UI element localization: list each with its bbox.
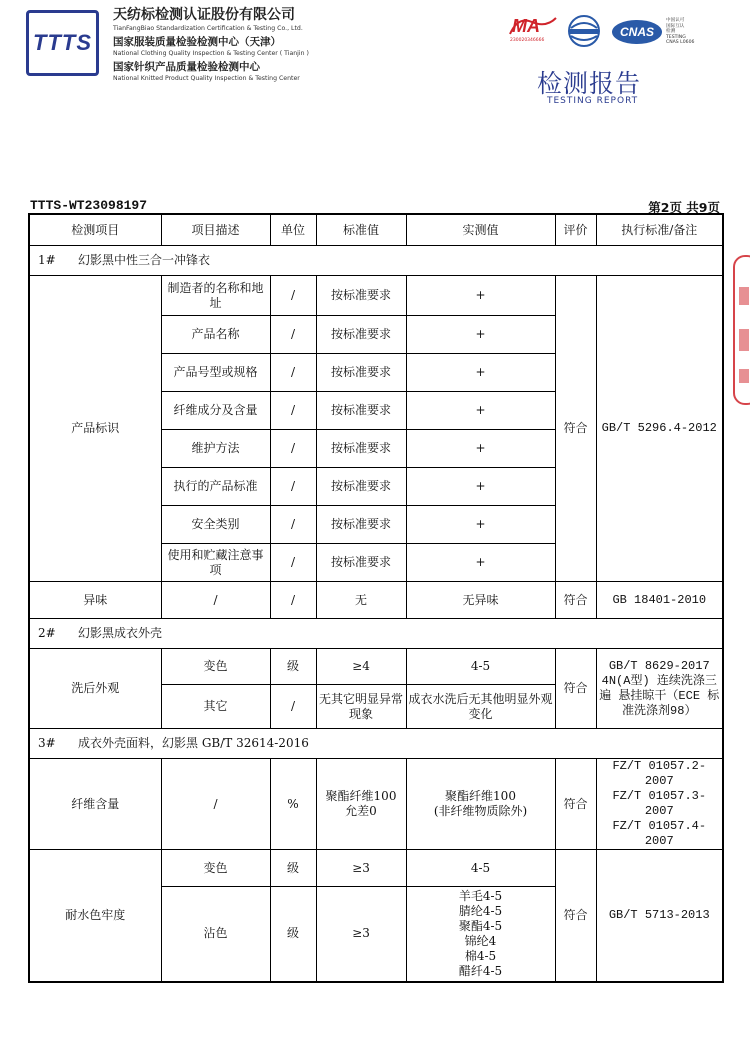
item-cell: 产品标识: [29, 276, 161, 582]
section-title: 幻影黑中性三合一冲锋衣: [78, 253, 211, 267]
value-cell: +: [406, 276, 555, 316]
std-cell: 按标准要求: [316, 354, 406, 392]
test-results-table: [28, 213, 724, 983]
value-cell: +: [406, 430, 555, 468]
value-cell: +: [406, 354, 555, 392]
report-number: TTTS-WT23098197: [30, 198, 148, 213]
unit-cell: /: [270, 276, 316, 316]
desc-cell: /: [161, 759, 270, 850]
desc-cell: 使用和贮藏注意事项: [161, 544, 270, 582]
col-header: 项目描述: [161, 214, 270, 246]
unit-cell: 级: [270, 649, 316, 685]
eval-cell: 符合: [555, 759, 596, 850]
table-row: [29, 850, 723, 887]
standard-cell: GB/T 8629-2017 4N(A型) 连续洗涤三遍 悬挂晾干（ECE 标准洗涤剂98）: [596, 649, 723, 729]
std-cell: 聚酯纤维100 允差0: [316, 759, 406, 850]
std-cell: 按标准要求: [316, 392, 406, 430]
eval-cell: 符合: [555, 850, 596, 982]
section-row: [29, 619, 723, 649]
report-title-cn: 检测报告: [537, 69, 642, 98]
unit-cell: /: [270, 506, 316, 544]
std-cell: 无: [316, 582, 406, 619]
value-cell: +: [406, 468, 555, 506]
table-row: [29, 649, 723, 685]
unit-cell: /: [270, 354, 316, 392]
std-cell: ≥3: [316, 850, 406, 887]
section-title: 幻影黑成衣外壳: [78, 626, 163, 640]
center1-cn: 国家服装质量检验检测中心（天津）: [113, 36, 281, 48]
standard-cell: GB 18401-2010: [596, 582, 723, 619]
standard-cell: GB/T 5713-2013: [596, 850, 723, 982]
eval-cell: 符合: [555, 649, 596, 729]
unit-cell: %: [270, 759, 316, 850]
value-cell: 4-5: [406, 649, 555, 685]
org-name-en: TianFangBiao Standardization Certification & Testing Co., Ltd.: [113, 25, 303, 32]
desc-cell: 制造者的名称和地址: [161, 276, 270, 316]
std-cell: 按标准要求: [316, 506, 406, 544]
unit-cell: /: [270, 544, 316, 582]
unit-cell: /: [270, 582, 316, 619]
std-cell: 按标准要求: [316, 544, 406, 582]
section-number: 2#: [38, 626, 56, 640]
unit-cell: /: [270, 685, 316, 729]
desc-cell: 维护方法: [161, 430, 270, 468]
value-cell: +: [406, 544, 555, 582]
unit-cell: 级: [270, 887, 316, 982]
center2-cn: 国家针织产品质量检验检测中心: [113, 61, 260, 73]
section-row: [29, 729, 723, 759]
desc-cell: 产品号型或规格: [161, 354, 270, 392]
value-cell: +: [406, 506, 555, 544]
desc-cell: 执行的产品标准: [161, 468, 270, 506]
value-cell: 聚酯纤维100 (非纤维物质除外): [406, 759, 555, 850]
desc-cell: 沾色: [161, 887, 270, 982]
col-header: 执行标准/备注: [596, 214, 723, 246]
center2-en: National Knitted Product Quality Inspection & Testing Center: [113, 75, 300, 82]
cnas-text: CNAS: [612, 20, 662, 44]
cnas-small-text: 中国认可 国际互认 检测 TESTING CNAS L0606: [666, 18, 695, 46]
value-cell: 4-5: [406, 850, 555, 887]
unit-cell: 级: [270, 850, 316, 887]
section-number: 1#: [38, 253, 56, 267]
standard-cell: FZ/T 01057.2-2007 FZ/T 01057.3-2007 FZ/T 01057.4-2007: [596, 759, 723, 850]
desc-cell: /: [161, 582, 270, 619]
std-cell: 按标准要求: [316, 430, 406, 468]
table-row: [29, 582, 723, 619]
table-header-row: [29, 214, 723, 246]
value-cell: 羊毛4-5 腈纶4-5 聚酯4-5 锦纶4 棉4-5 醋纤4-5: [406, 887, 555, 982]
std-cell: 按标准要求: [316, 468, 406, 506]
unit-cell: /: [270, 430, 316, 468]
desc-cell: 产品名称: [161, 316, 270, 354]
item-cell: 洗后外观: [29, 649, 161, 729]
table-row: [29, 759, 723, 850]
report-title-en: TESTING REPORT: [547, 96, 639, 106]
seal-stamp-icon: [733, 255, 750, 405]
desc-cell: 变色: [161, 850, 270, 887]
value-cell: +: [406, 316, 555, 354]
section-title: 成衣外壳面料，幻影黑 GB/T 32614-2016: [78, 736, 309, 750]
item-cell: 异味: [29, 582, 161, 619]
std-cell: ≥3: [316, 887, 406, 982]
cma-text: MA: [512, 16, 540, 36]
certification-marks: [508, 14, 723, 50]
value-cell: 成衣水洗后无其他明显外观变化: [406, 685, 555, 729]
page-indicator: 第2页 共9页: [648, 200, 720, 215]
desc-cell: 其它: [161, 685, 270, 729]
cma-number: 230020346666: [510, 38, 545, 43]
section-row: [29, 246, 723, 276]
std-cell: ≥4: [316, 649, 406, 685]
unit-cell: /: [270, 468, 316, 506]
company-logo: TTTS: [26, 10, 99, 76]
center1-en: National Clothing Quality Inspection & Testing Center ( Tianjin ): [113, 50, 309, 57]
col-header: 检测项目: [29, 214, 161, 246]
unit-cell: /: [270, 316, 316, 354]
col-header: 评价: [555, 214, 596, 246]
item-cell: 耐水色牢度: [29, 850, 161, 982]
col-header: 实测值: [406, 214, 555, 246]
value-cell: +: [406, 392, 555, 430]
ilac-mra-icon: [566, 14, 602, 48]
table-row: [29, 276, 723, 316]
item-cell: 纤维含量: [29, 759, 161, 850]
eval-cell: 符合: [555, 276, 596, 582]
col-header: 单位: [270, 214, 316, 246]
col-header: 标准值: [316, 214, 406, 246]
unit-cell: /: [270, 392, 316, 430]
std-cell: 按标准要求: [316, 316, 406, 354]
cnas-mark: [612, 16, 722, 48]
cma-mark: [508, 14, 558, 46]
section-number: 3#: [38, 736, 56, 750]
desc-cell: 纤维成分及含量: [161, 392, 270, 430]
desc-cell: 变色: [161, 649, 270, 685]
std-cell: 按标准要求: [316, 276, 406, 316]
std-cell: 无其它明显异常现象: [316, 685, 406, 729]
desc-cell: 安全类别: [161, 506, 270, 544]
eval-cell: 符合: [555, 582, 596, 619]
org-block: [113, 6, 413, 83]
standard-cell: GB/T 5296.4-2012: [596, 276, 723, 582]
value-cell: 无异味: [406, 582, 555, 619]
org-name-cn: 天纺标检测认证股份有限公司: [113, 7, 295, 23]
